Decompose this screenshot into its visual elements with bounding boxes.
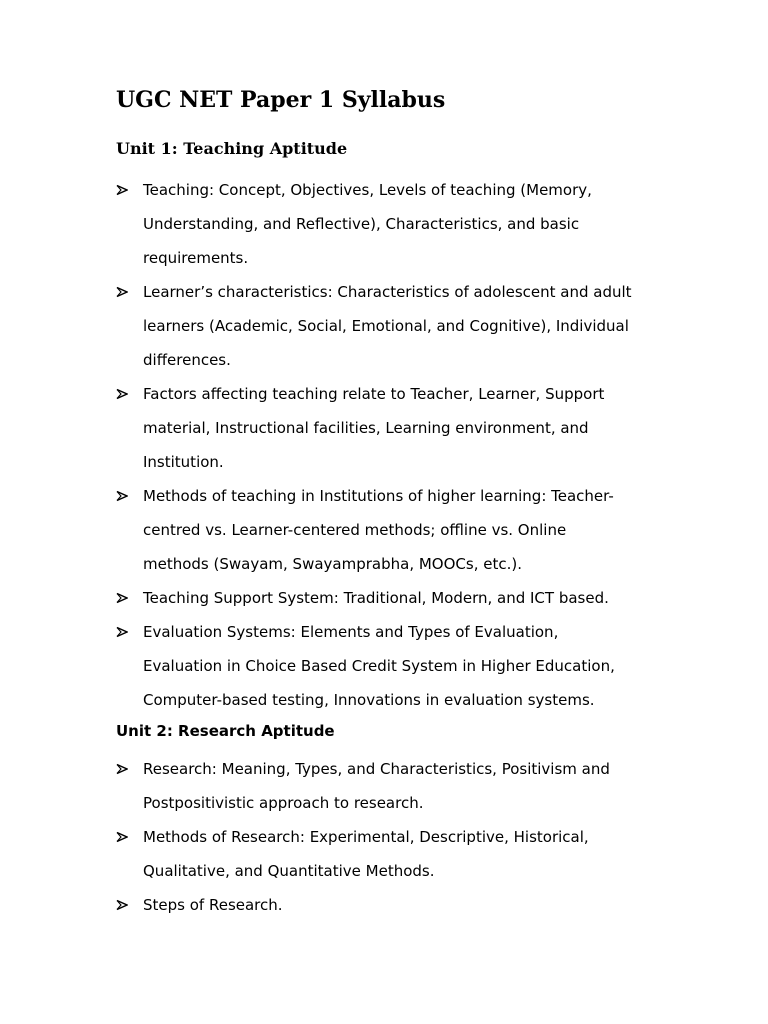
list-item-line: Evaluation in Choice Based Credit System in Higher Education, xyxy=(143,657,615,675)
arrowhead-bullet-icon xyxy=(116,479,130,513)
arrowhead-bullet-icon xyxy=(116,581,130,615)
list-item xyxy=(116,275,676,377)
arrowhead-bullet-icon xyxy=(116,377,130,411)
list-item xyxy=(116,377,676,479)
list-item-line: Research: Meaning, Types, and Characteristics, Positivism and xyxy=(143,760,610,778)
list-item xyxy=(116,581,676,615)
list-item xyxy=(116,752,676,820)
list-item-line: Steps of Research. xyxy=(143,896,283,914)
list-item-line: Learner’s characteristics: Characteristics of adolescent and adult xyxy=(143,283,632,301)
list-item xyxy=(116,173,676,275)
list-item-line: Factors affecting teaching relate to Teacher, Learner, Support xyxy=(143,385,605,403)
unit-1-heading: Unit 1: Teaching Aptitude xyxy=(116,139,348,158)
list-item-line: Understanding, and Reflective), Characteristics, and basic xyxy=(143,215,580,233)
list-item xyxy=(116,888,676,922)
arrowhead-bullet-icon xyxy=(116,615,130,649)
list-item-line: Methods of teaching in Institutions of higher learning: Teacher- xyxy=(143,487,614,505)
page-title: UGC NET Paper 1 Syllabus xyxy=(116,87,446,113)
list-item xyxy=(116,615,676,717)
unit-1-list xyxy=(116,173,676,717)
list-item-line: requirements. xyxy=(143,249,249,267)
arrowhead-bullet-icon xyxy=(116,173,130,207)
list-item-line: Evaluation Systems: Elements and Types of Evaluation, xyxy=(143,623,559,641)
list-item-line: Qualitative, and Quantitative Methods. xyxy=(143,862,435,880)
list-item-line: material, Instructional facilities, Learning environment, and xyxy=(143,419,589,437)
list-item-line: Teaching: Concept, Objectives, Levels of teaching (Memory, xyxy=(143,181,592,199)
arrowhead-bullet-icon xyxy=(116,820,130,854)
list-item-line: Institution. xyxy=(143,453,224,471)
list-item-line: methods (Swayam, Swayamprabha, MOOCs, etc.). xyxy=(143,555,522,573)
list-item-line: differences. xyxy=(143,351,231,369)
list-item-line: Methods of Research: Experimental, Descriptive, Historical, xyxy=(143,828,589,846)
unit-2-heading: Unit 2: Research Aptitude xyxy=(116,722,335,740)
list-item-line: Computer-based testing, Innovations in evaluation systems. xyxy=(143,691,595,709)
list-item xyxy=(116,820,676,888)
arrowhead-bullet-icon xyxy=(116,275,130,309)
arrowhead-bullet-icon xyxy=(116,752,130,786)
list-item-line: centred vs. Learner-centered methods; offline vs. Online xyxy=(143,521,567,539)
arrowhead-bullet-icon xyxy=(116,888,130,922)
list-item-line: Postpositivistic approach to research. xyxy=(143,794,424,812)
list-item xyxy=(116,479,676,581)
list-item-line: learners (Academic, Social, Emotional, and Cognitive), Individual xyxy=(143,317,629,335)
unit-2-list xyxy=(116,752,676,922)
list-item-line: Teaching Support System: Traditional, Modern, and ICT based. xyxy=(143,589,609,607)
